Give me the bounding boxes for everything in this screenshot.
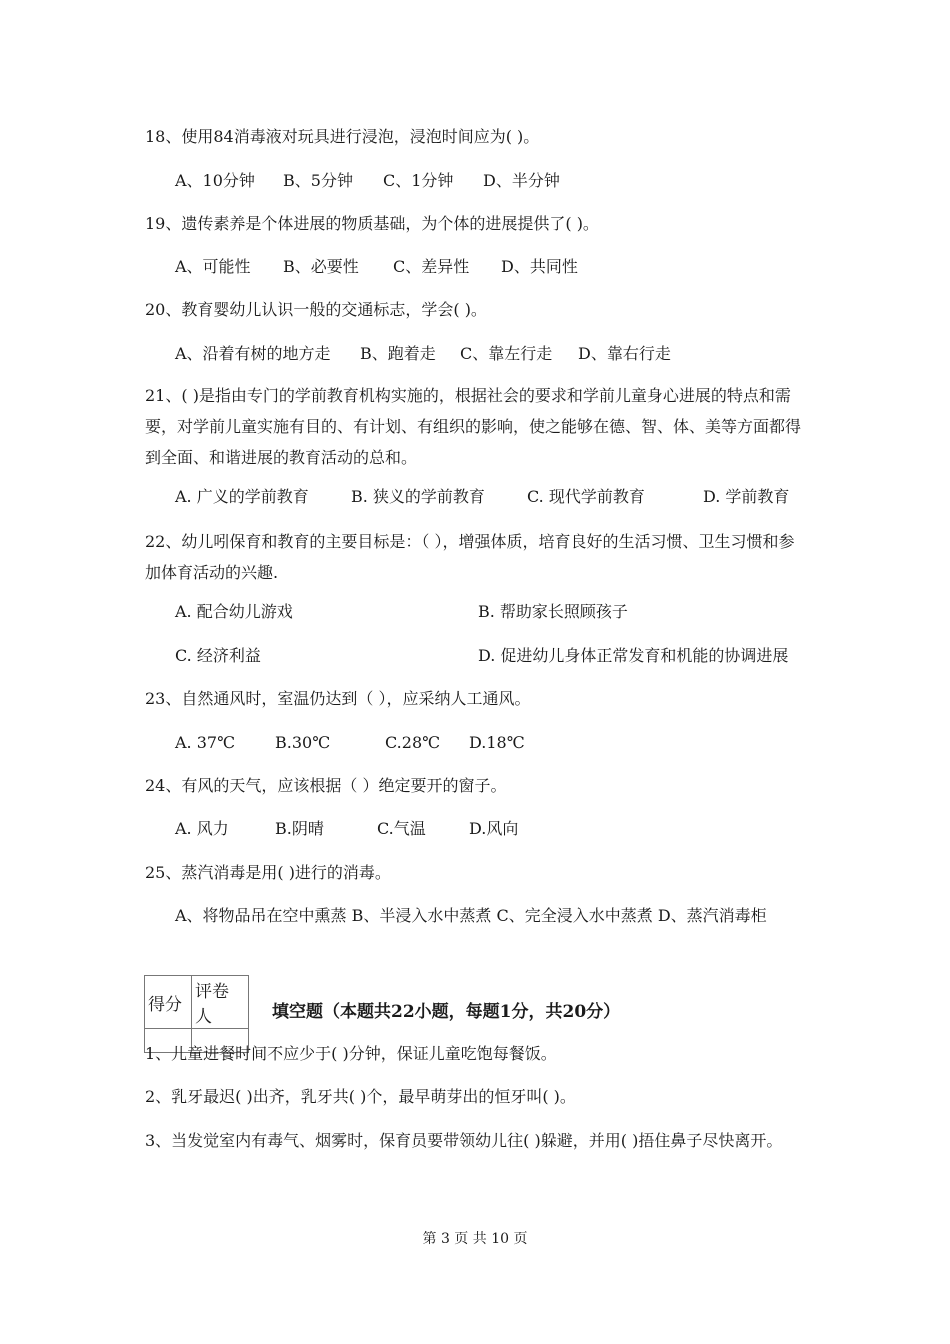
option-a: A. 37℃: [175, 733, 235, 752]
fill-question-1: 1、儿童进餐时间不应少于( )分钟，保证儿童吃饱每餐饭。: [145, 1044, 557, 1063]
option-b: B. 帮助家长照顾孩子: [478, 602, 628, 621]
option-a: A. 广义的学前教育: [175, 487, 309, 506]
option-b: B、必要性: [283, 257, 359, 276]
option-d: D、靠右行走: [578, 344, 671, 363]
question-24-stem: 24、有风的天气，应该根据（ ）绝定要开的窗子。: [145, 776, 507, 795]
option-d: D、半分钟: [483, 171, 560, 190]
option-c: C.气温: [377, 819, 426, 838]
grader-label: 评卷人: [192, 976, 249, 1029]
question-18-stem: 18、使用84消毒液对玩具进行浸泡，浸泡时间应为( )。: [145, 127, 540, 146]
option-b: B. 狭义的学前教育: [351, 487, 485, 506]
question-19-options: [175, 256, 805, 278]
option-d: D.18℃: [469, 733, 525, 752]
option-a: A、10分钟: [175, 171, 255, 190]
option-b: B.阴晴: [275, 819, 324, 838]
section-title: 填空题（本题共22小题，每题1分，共20分）: [272, 1002, 621, 1022]
option-b: B、跑着走: [360, 344, 436, 363]
option-d: D、共同性: [501, 257, 578, 276]
question-18-options: [175, 170, 805, 192]
question-24-options: [175, 818, 805, 840]
question-22-options-row2: [175, 645, 805, 667]
option-a: A. 风力: [175, 819, 229, 838]
question-23-stem: 23、自然通风时，室温仍达到（ ），应采纳人工通风。: [145, 689, 531, 708]
option-c: C. 经济利益: [175, 646, 261, 665]
option-a: A. 配合幼儿游戏: [175, 602, 293, 621]
option-c: C.28℃: [385, 733, 441, 752]
question-23-options: [175, 732, 805, 754]
question-19-stem: 19、遗传素养是个体进展的物质基础，为个体的进展提供了( )。: [145, 214, 599, 233]
page-footer: 第 3 页 共 10 页: [422, 1231, 528, 1247]
score-table: [144, 975, 249, 1053]
option-d: D. 促进幼儿身体正常发育和机能的协调进展: [478, 646, 789, 665]
question-25-options: A、将物品吊在空中熏蒸 B、半浸入水中蒸煮 C、完全浸入水中蒸煮 D、蒸汽消毒柜: [175, 906, 767, 925]
question-25-stem: 25、蒸汽消毒是用( )进行的消毒。: [145, 863, 391, 882]
fill-question-3: 3、当发觉室内有毒气、烟雾时，保育员要带领幼儿往( )躲避，并用( )捂住鼻子尽快离开。: [145, 1131, 783, 1150]
question-20-options: [175, 343, 805, 365]
option-c: C. 现代学前教育: [527, 487, 645, 506]
option-c: C、1分钟: [383, 171, 454, 190]
question-20-stem: 20、教育婴幼儿认识一般的交通标志，学会( )。: [145, 300, 487, 319]
question-22-stem: 22、幼儿吲保育和教育的主要目标是：（ ），增强体质，培育良好的生活习惯、卫生习惯和参加体育活动的兴趣.: [145, 532, 795, 582]
option-d: D.风向: [469, 819, 519, 838]
option-c: C、差异性: [393, 257, 470, 276]
option-b: B.30℃: [275, 733, 331, 752]
question-21-options: [175, 486, 805, 508]
score-label: 得分: [145, 976, 192, 1029]
question-22-options-row1: [175, 601, 805, 623]
option-a: A、可能性: [175, 257, 251, 276]
option-c: C、靠左行走: [460, 344, 553, 363]
option-b: B、5分钟: [283, 171, 353, 190]
question-21-stem: 21、( )是指由专门的学前教育机构实施的，根据社会的要求和学前儿童身心进展的特点和需要，对学前儿童实施有目的、有计划、有组织的影响，使之能够在德、智、体、美等方面都得到全面、和谐进展的教育活动的总和。: [145, 386, 802, 467]
option-d: D. 学前教育: [703, 487, 790, 506]
fill-question-2: 2、乳牙最迟( )出齐，乳牙共( )个，最早萌芽出的恒牙叫( )。: [145, 1087, 576, 1106]
option-a: A、沿着有树的地方走: [175, 344, 331, 363]
